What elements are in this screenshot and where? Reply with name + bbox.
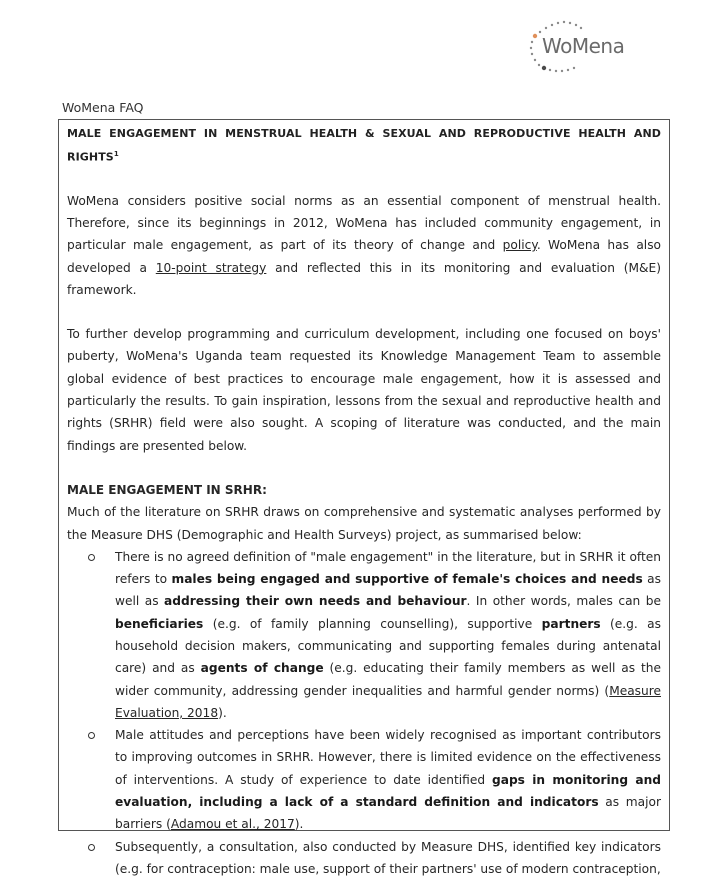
srhr-bullet-list: [67, 546, 661, 880]
intro-paragraph-1: WoMena considers positive social norms as an essential component of menstrual health. Therefore, since its beginnings in 2012, WoMena has included community engagement, in particular male engagement, as part of its theory of change and policy. WoMena has also developed a 10-point strategy and reflected this in its monitoring and evaluation (M&E) framework.: [67, 193, 662, 297]
bullet-circle-icon: [88, 844, 95, 851]
measure-evaluation-link[interactable]: Measure Evaluation, 2018: [115, 683, 661, 720]
bullet-circle-icon: [88, 554, 95, 561]
faq-content-box: [58, 119, 670, 876]
section-heading-srhr: MALE ENGAGEMENT IN SRHR:: [67, 482, 267, 497]
list-item: Male attitudes and perceptions have been widely recognised as important contributors to improving outcomes in SRHR. However, there is limited evidence on the effectiveness of interventions. A study of experience to date identified gaps in monitoring and evaluation, including a lack of a standard definition and indicators as major barriers (Adamou et al., 2017).: [67, 724, 661, 835]
logo-text: WoMena: [542, 34, 625, 58]
list-item: There is no agreed definition of "male engagement" in the literature, but in SRHR it often refers to males being engaged and supportive of female's choices and needs as well as addressing their own needs and behaviour. In other words, males can be beneficiaries (e.g. of family planning counselling), supportive partners (e.g. as household decision makers, communicating and supporting females during antenatal care) and as agents of change (e.g. educating their family members as well as the wider community, addressing gender inequalities and harmful gender norms) (Measure Evaluation, 2018).: [67, 546, 661, 724]
page-title: [67, 123, 661, 168]
strategy-link[interactable]: 10-point strategy: [155, 260, 267, 275]
title-text: MALE ENGAGEMENT IN MENSTRUAL HEALTH & SEXUAL AND REPRODUCTIVE HEALTH AND RIGHTS: [67, 127, 661, 164]
document-label: WoMena FAQ: [62, 100, 144, 115]
policy-link[interactable]: policy: [502, 238, 537, 253]
bullet-circle-icon: [88, 732, 95, 739]
womena-logo: [526, 20, 656, 74]
list-item: Subsequently, a consultation, also conducted by Measure DHS, identified key indicators (e.g. for contraception: male use, support of their partners' use of modern contraception,: [67, 836, 661, 880]
intro-paragraph-2: To further develop programming and curriculum development, including one focused on boys' puberty, WoMena's Uganda team requested its Knowledge Management Team to assemble global evidence of best practices to encourage male engagement, how it is assessed and particularly the results. To gain inspiration, lessons from the sexual and reproductive health and rights (SRHR) field were also sought. A scoping of literature was conducted, and the main findings are presented below.: [67, 327, 661, 453]
adamou-link[interactable]: Adamou et al., 2017: [170, 817, 295, 832]
footnote-marker[interactable]: 1: [113, 150, 119, 158]
srhr-lead-paragraph: Much of the literature on SRHR draws on comprehensive and systematic analyses performed by the Measure DHS (Demographic and Health Surveys) project, as summarised below:: [67, 505, 661, 542]
